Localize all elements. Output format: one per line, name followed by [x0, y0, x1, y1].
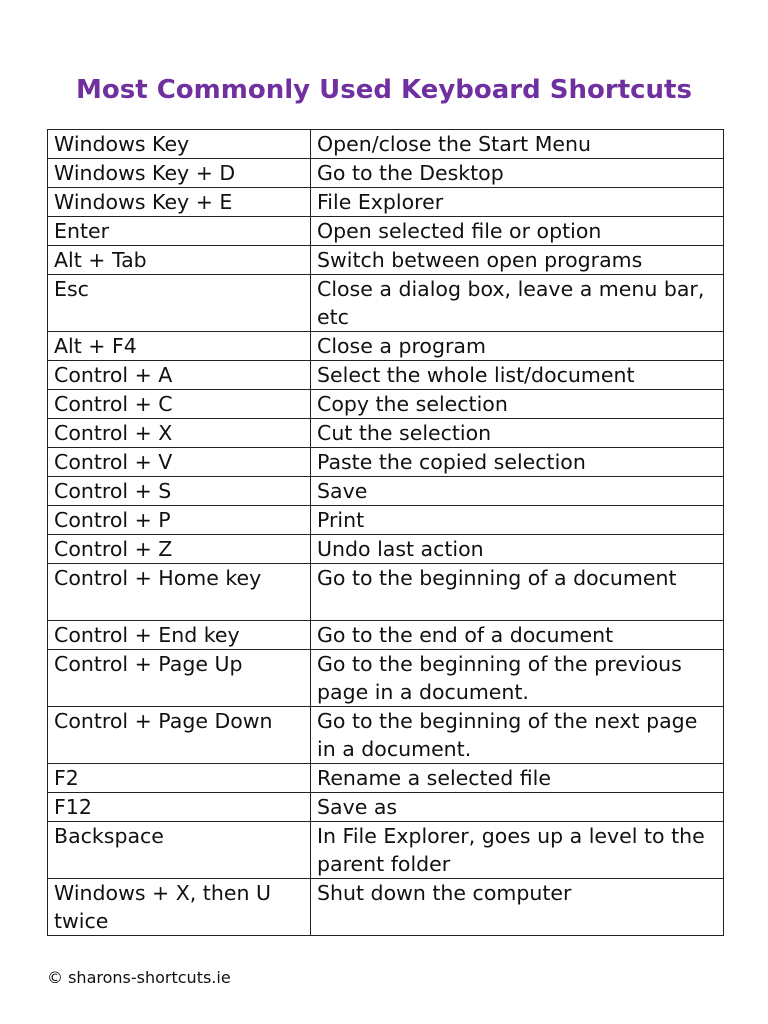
shortcut-action-cell: Go to the end of a document [311, 621, 724, 650]
table-row [48, 764, 724, 793]
shortcut-key-cell: Enter [48, 217, 311, 246]
table-row [48, 419, 724, 448]
shortcut-key-cell: Control + S [48, 477, 311, 506]
shortcut-key-cell: Control + X [48, 419, 311, 448]
shortcut-table-body [48, 130, 724, 936]
shortcut-key-cell: Control + Home key [48, 564, 311, 621]
table-row [48, 707, 724, 764]
shortcut-action-cell: Undo last action [311, 535, 724, 564]
page-title: Most Commonly Used Keyboard Shortcuts [76, 75, 692, 105]
shortcut-action-cell: Rename a selected file [311, 764, 724, 793]
shortcut-key-cell: Windows + X, then U twice [48, 879, 311, 936]
table-row [48, 246, 724, 275]
table-row [48, 535, 724, 564]
table-row [48, 822, 724, 879]
shortcut-key-cell: Esc [48, 275, 311, 332]
table-row [48, 390, 724, 419]
table-row [48, 332, 724, 361]
shortcut-key-cell: F2 [48, 764, 311, 793]
table-row [48, 477, 724, 506]
shortcut-key-cell: Control + A [48, 361, 311, 390]
shortcut-action-cell: In File Explorer, goes up a level to the parent folder [311, 822, 724, 879]
shortcut-key-cell: Windows Key [48, 130, 311, 159]
shortcut-action-cell: Go to the beginning of the previous page in a document. [311, 650, 724, 707]
table-row [48, 793, 724, 822]
shortcut-action-cell: Go to the beginning of the next page in a document. [311, 707, 724, 764]
table-row [48, 621, 724, 650]
shortcut-table [47, 129, 724, 936]
table-row [48, 650, 724, 707]
shortcut-key-cell: Alt + Tab [48, 246, 311, 275]
shortcut-key-cell: Alt + F4 [48, 332, 311, 361]
shortcut-action-cell: Go to the Desktop [311, 159, 724, 188]
table-row [48, 188, 724, 217]
table-row [48, 275, 724, 332]
shortcut-action-cell: Close a program [311, 332, 724, 361]
shortcut-key-cell: Control + Page Down [48, 707, 311, 764]
shortcut-key-cell: Control + P [48, 506, 311, 535]
shortcut-action-cell: Cut the selection [311, 419, 724, 448]
shortcut-action-cell: Paste the copied selection [311, 448, 724, 477]
shortcut-action-cell: Go to the beginning of a document [311, 564, 724, 621]
shortcut-action-cell: Open selected file or option [311, 217, 724, 246]
shortcut-key-cell: Windows Key + E [48, 188, 311, 217]
shortcut-key-cell: Control + V [48, 448, 311, 477]
table-row [48, 448, 724, 477]
table-row [48, 564, 724, 621]
shortcut-action-cell: Copy the selection [311, 390, 724, 419]
shortcut-key-cell: Windows Key + D [48, 159, 311, 188]
shortcut-action-cell: Switch between open programs [311, 246, 724, 275]
table-row [48, 879, 724, 936]
shortcut-key-cell: F12 [48, 793, 311, 822]
shortcut-action-cell: Print [311, 506, 724, 535]
shortcut-action-cell: Save as [311, 793, 724, 822]
table-row [48, 506, 724, 535]
footer-copyright: © sharons-shortcuts.ie [47, 968, 231, 987]
shortcut-action-cell: Save [311, 477, 724, 506]
shortcut-key-cell: Control + Z [48, 535, 311, 564]
table-row [48, 130, 724, 159]
shortcut-key-cell: Control + End key [48, 621, 311, 650]
shortcut-action-cell: Shut down the computer [311, 879, 724, 936]
shortcut-key-cell: Backspace [48, 822, 311, 879]
table-row [48, 361, 724, 390]
table-row [48, 217, 724, 246]
shortcut-key-cell: Control + Page Up [48, 650, 311, 707]
table-row [48, 159, 724, 188]
shortcut-action-cell: Select the whole list/document [311, 361, 724, 390]
shortcut-action-cell: Close a dialog box, leave a menu bar, etc [311, 275, 724, 332]
shortcut-key-cell: Control + C [48, 390, 311, 419]
shortcut-action-cell: Open/close the Start Menu [311, 130, 724, 159]
shortcut-action-cell: File Explorer [311, 188, 724, 217]
